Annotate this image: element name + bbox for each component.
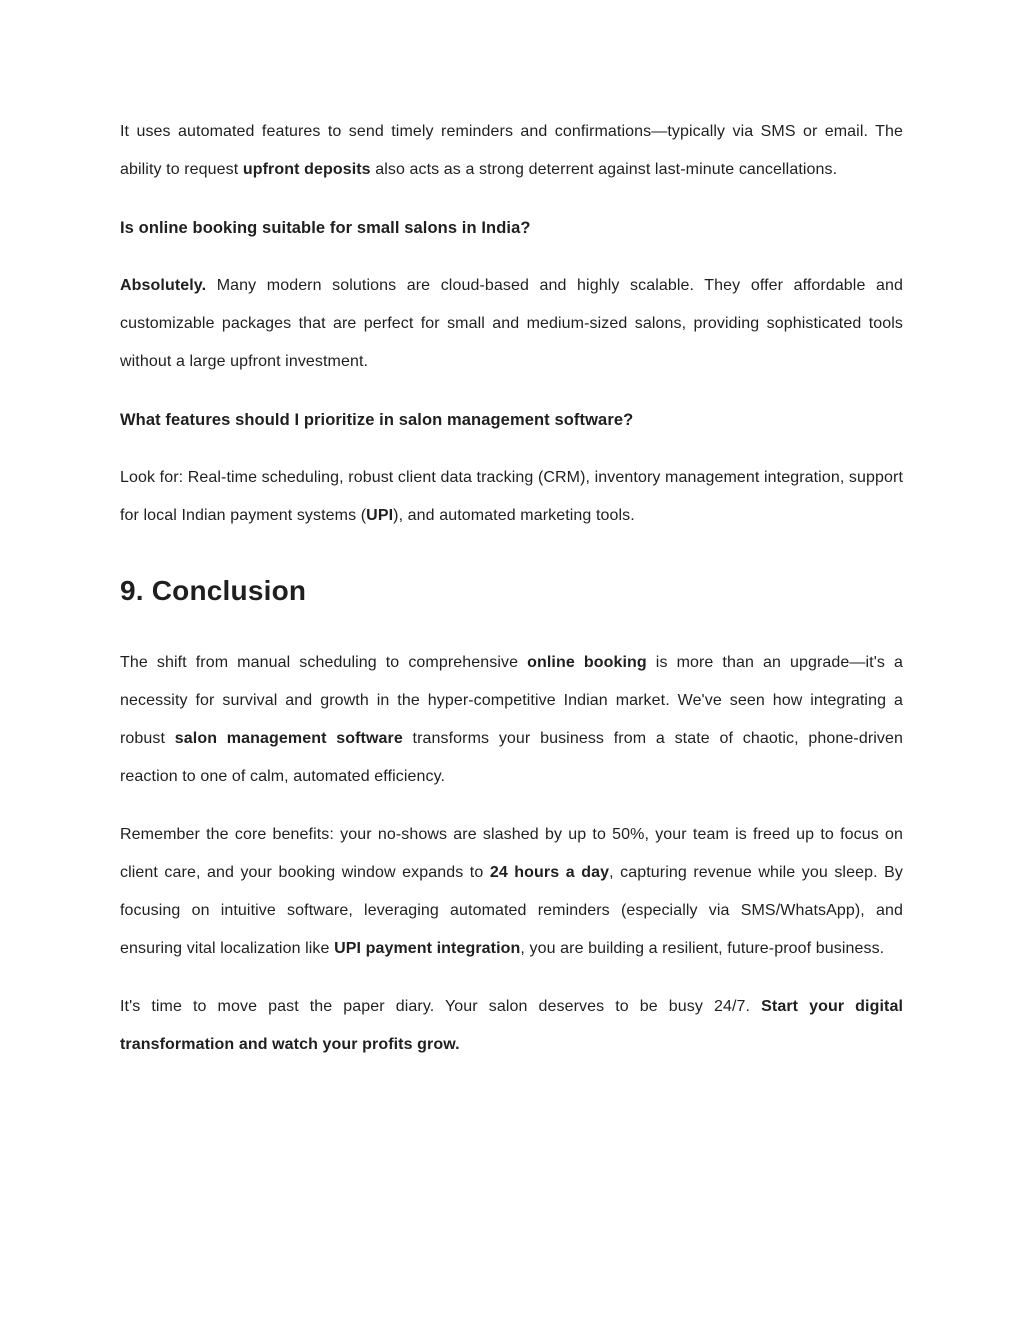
body-text: Many modern solutions are cloud-based and highly scalable. They offer affordable and customizable packages that are perfect for small and medium-sized salons, providing sophisticated tools without a large upfront investment.	[120, 277, 903, 370]
body-text: Remember the core benefits: your no-shows are slashed by up to 50%, your team is freed up to focus on client care, and your booking window expands to	[120, 826, 903, 881]
paragraph-reminders	[120, 113, 903, 189]
body-text: is more than an upgrade—it's a necessity for survival and growth in the hyper-competitive Indian market. We've seen how integrating a robust	[120, 654, 903, 747]
bold-text: Absolutely.	[120, 277, 207, 294]
paragraph-core-benefits	[120, 816, 903, 968]
paragraph-call-to-action	[120, 988, 903, 1064]
bold-text: 9. Conclusion	[120, 575, 307, 606]
body-text: , capturing revenue while you sleep. By focusing on intuitive software, leveraging automated reminders (especially via SMS/WhatsApp), and ensuring vital localization like	[120, 864, 903, 957]
article-content	[120, 113, 903, 1064]
bold-text: salon management software	[174, 730, 403, 747]
paragraph-shift	[120, 644, 903, 796]
bold-text: 24 hours a day	[489, 864, 610, 881]
bold-text: What features should I prioritize in salon management software?	[120, 411, 634, 429]
paragraph-look-for	[120, 459, 903, 535]
faq-question-features	[120, 401, 903, 439]
faq-question-small-salons	[120, 209, 903, 247]
paragraph-absolutely	[120, 267, 903, 381]
body-text: , you are building a resilient, future-proof business.	[520, 940, 885, 957]
body-text: transforms your business from a state of chaotic, phone-driven reaction to one of calm, automated efficiency.	[120, 730, 904, 785]
body-text: The shift from manual scheduling to comprehensive	[120, 654, 528, 671]
body-text: It uses automated features to send timely reminders and confirmations—typically via SMS or email. The ability to request	[120, 123, 903, 178]
body-text: Look for: Real-time scheduling, robust client data tracking (CRM), inventory management integration, support for local Indian payment systems (	[120, 469, 903, 524]
bold-text: online booking	[527, 654, 647, 671]
bold-text: Start your digital transformation and watch your profits grow.	[120, 998, 903, 1053]
body-text: It's time to move past the paper diary. Your salon deserves to be busy 24/7.	[120, 998, 762, 1015]
bold-text: upfront deposits	[242, 161, 371, 178]
bold-text: UPI payment integration	[334, 940, 521, 957]
body-text: also acts as a strong deterrent against last-minute cancellations.	[370, 161, 838, 178]
conclusion-heading	[120, 570, 903, 612]
bold-text: Is online booking suitable for small salons in India?	[120, 219, 531, 237]
body-text: ), and automated marketing tools.	[393, 507, 635, 524]
bold-text: UPI	[366, 507, 394, 524]
